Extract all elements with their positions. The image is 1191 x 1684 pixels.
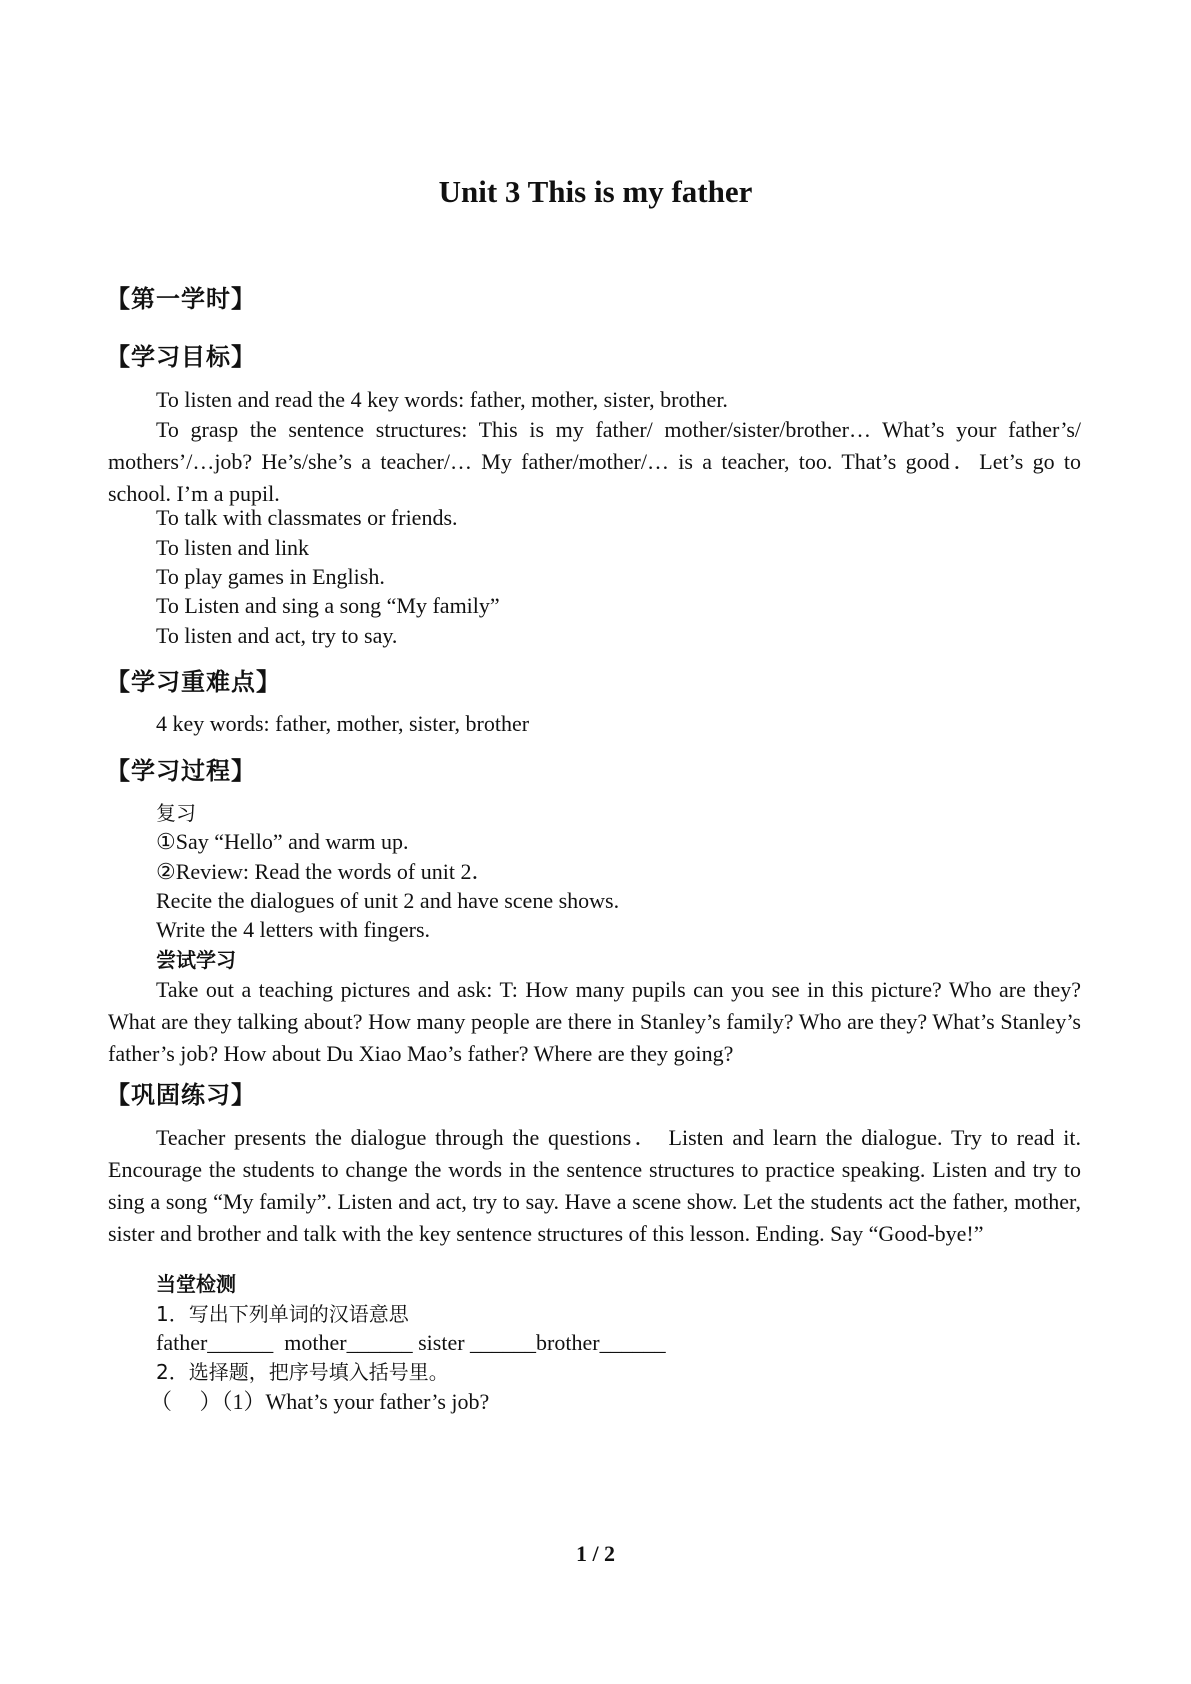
process-line: ①Say “Hello” and warm up. (156, 829, 409, 854)
try-learning-label: 尝试学习 (156, 948, 236, 972)
question-2-item-1: （ ）（1）What’s your father’s job? (150, 1389, 490, 1414)
key-points-line: 4 key words: father, mother, sister, brother (156, 711, 530, 736)
heading-consolidation: 【巩固练习】 (106, 1081, 256, 1109)
objective-line: To listen and act, try to say. (156, 623, 398, 648)
objective-line: To talk with classmates or friends. (156, 505, 458, 530)
process-line: ②Review: Read the words of unit 2． (156, 859, 494, 884)
heading-key-points: 【学习重难点】 (106, 668, 281, 696)
page-title: Unit 3 This is my father (438, 174, 753, 209)
process-line: Write the 4 letters with fingers. (156, 917, 431, 942)
objective-line: To Listen and sing a song “My family” (156, 593, 500, 618)
objective-line: To listen and read the 4 key words: father, mother, sister, brother. (156, 387, 728, 412)
review-label: 复习 (156, 801, 196, 825)
consolidation-paragraph: Teacher presents the dialogue through the questions． Listen and learn the dialogue. Try to read it. Encourage the students to change the words in the sentence structures to practice speaking. Listen and try to sing a song “My family”. Listen and act, try to say. Have a scene show. Let the students act the father, mother, sister and brother and talk with the key sentence structures of this lesson. Ending. Say “Good-bye!” (108, 1125, 1081, 1246)
question-1: 1．写出下列单词的汉语意思 (156, 1302, 409, 1326)
heading-process: 【学习过程】 (106, 757, 256, 785)
process-line: Recite the dialogues of unit 2 and have scene shows. (156, 888, 620, 913)
objective-paragraph: To grasp the sentence structures: This is my father/ mother/sister/brother… What’s your father’s/ mothers’/…job? He’s/she’s a teacher/… My father/mother/… is a teacher, too. That’s good．Let’s go to school. I’m a pupil. (108, 417, 1081, 506)
objective-line: To listen and link (156, 535, 310, 560)
heading-objectives: 【学习目标】 (106, 343, 256, 371)
question-1-words: father______ mother______ sister ______brother______ (156, 1330, 666, 1355)
question-2: 2．选择题，把序号填入括号里。 (156, 1360, 449, 1384)
process-paragraph: Take out a teaching pictures and ask: T: How many pupils can you see in this picture? Who are they? What are they talking about? How many people are there in Stanley’s family? Who are they? What’s Stanley’s father’s job? How about Du Xiao Mao’s father? Where are they going? (108, 977, 1081, 1066)
heading-lesson: 【第一学时】 (106, 285, 256, 313)
check-label: 当堂检测 (156, 1272, 236, 1296)
page-number: 1 / 2 (575, 1541, 616, 1566)
objective-line: To play games in English. (156, 564, 385, 589)
